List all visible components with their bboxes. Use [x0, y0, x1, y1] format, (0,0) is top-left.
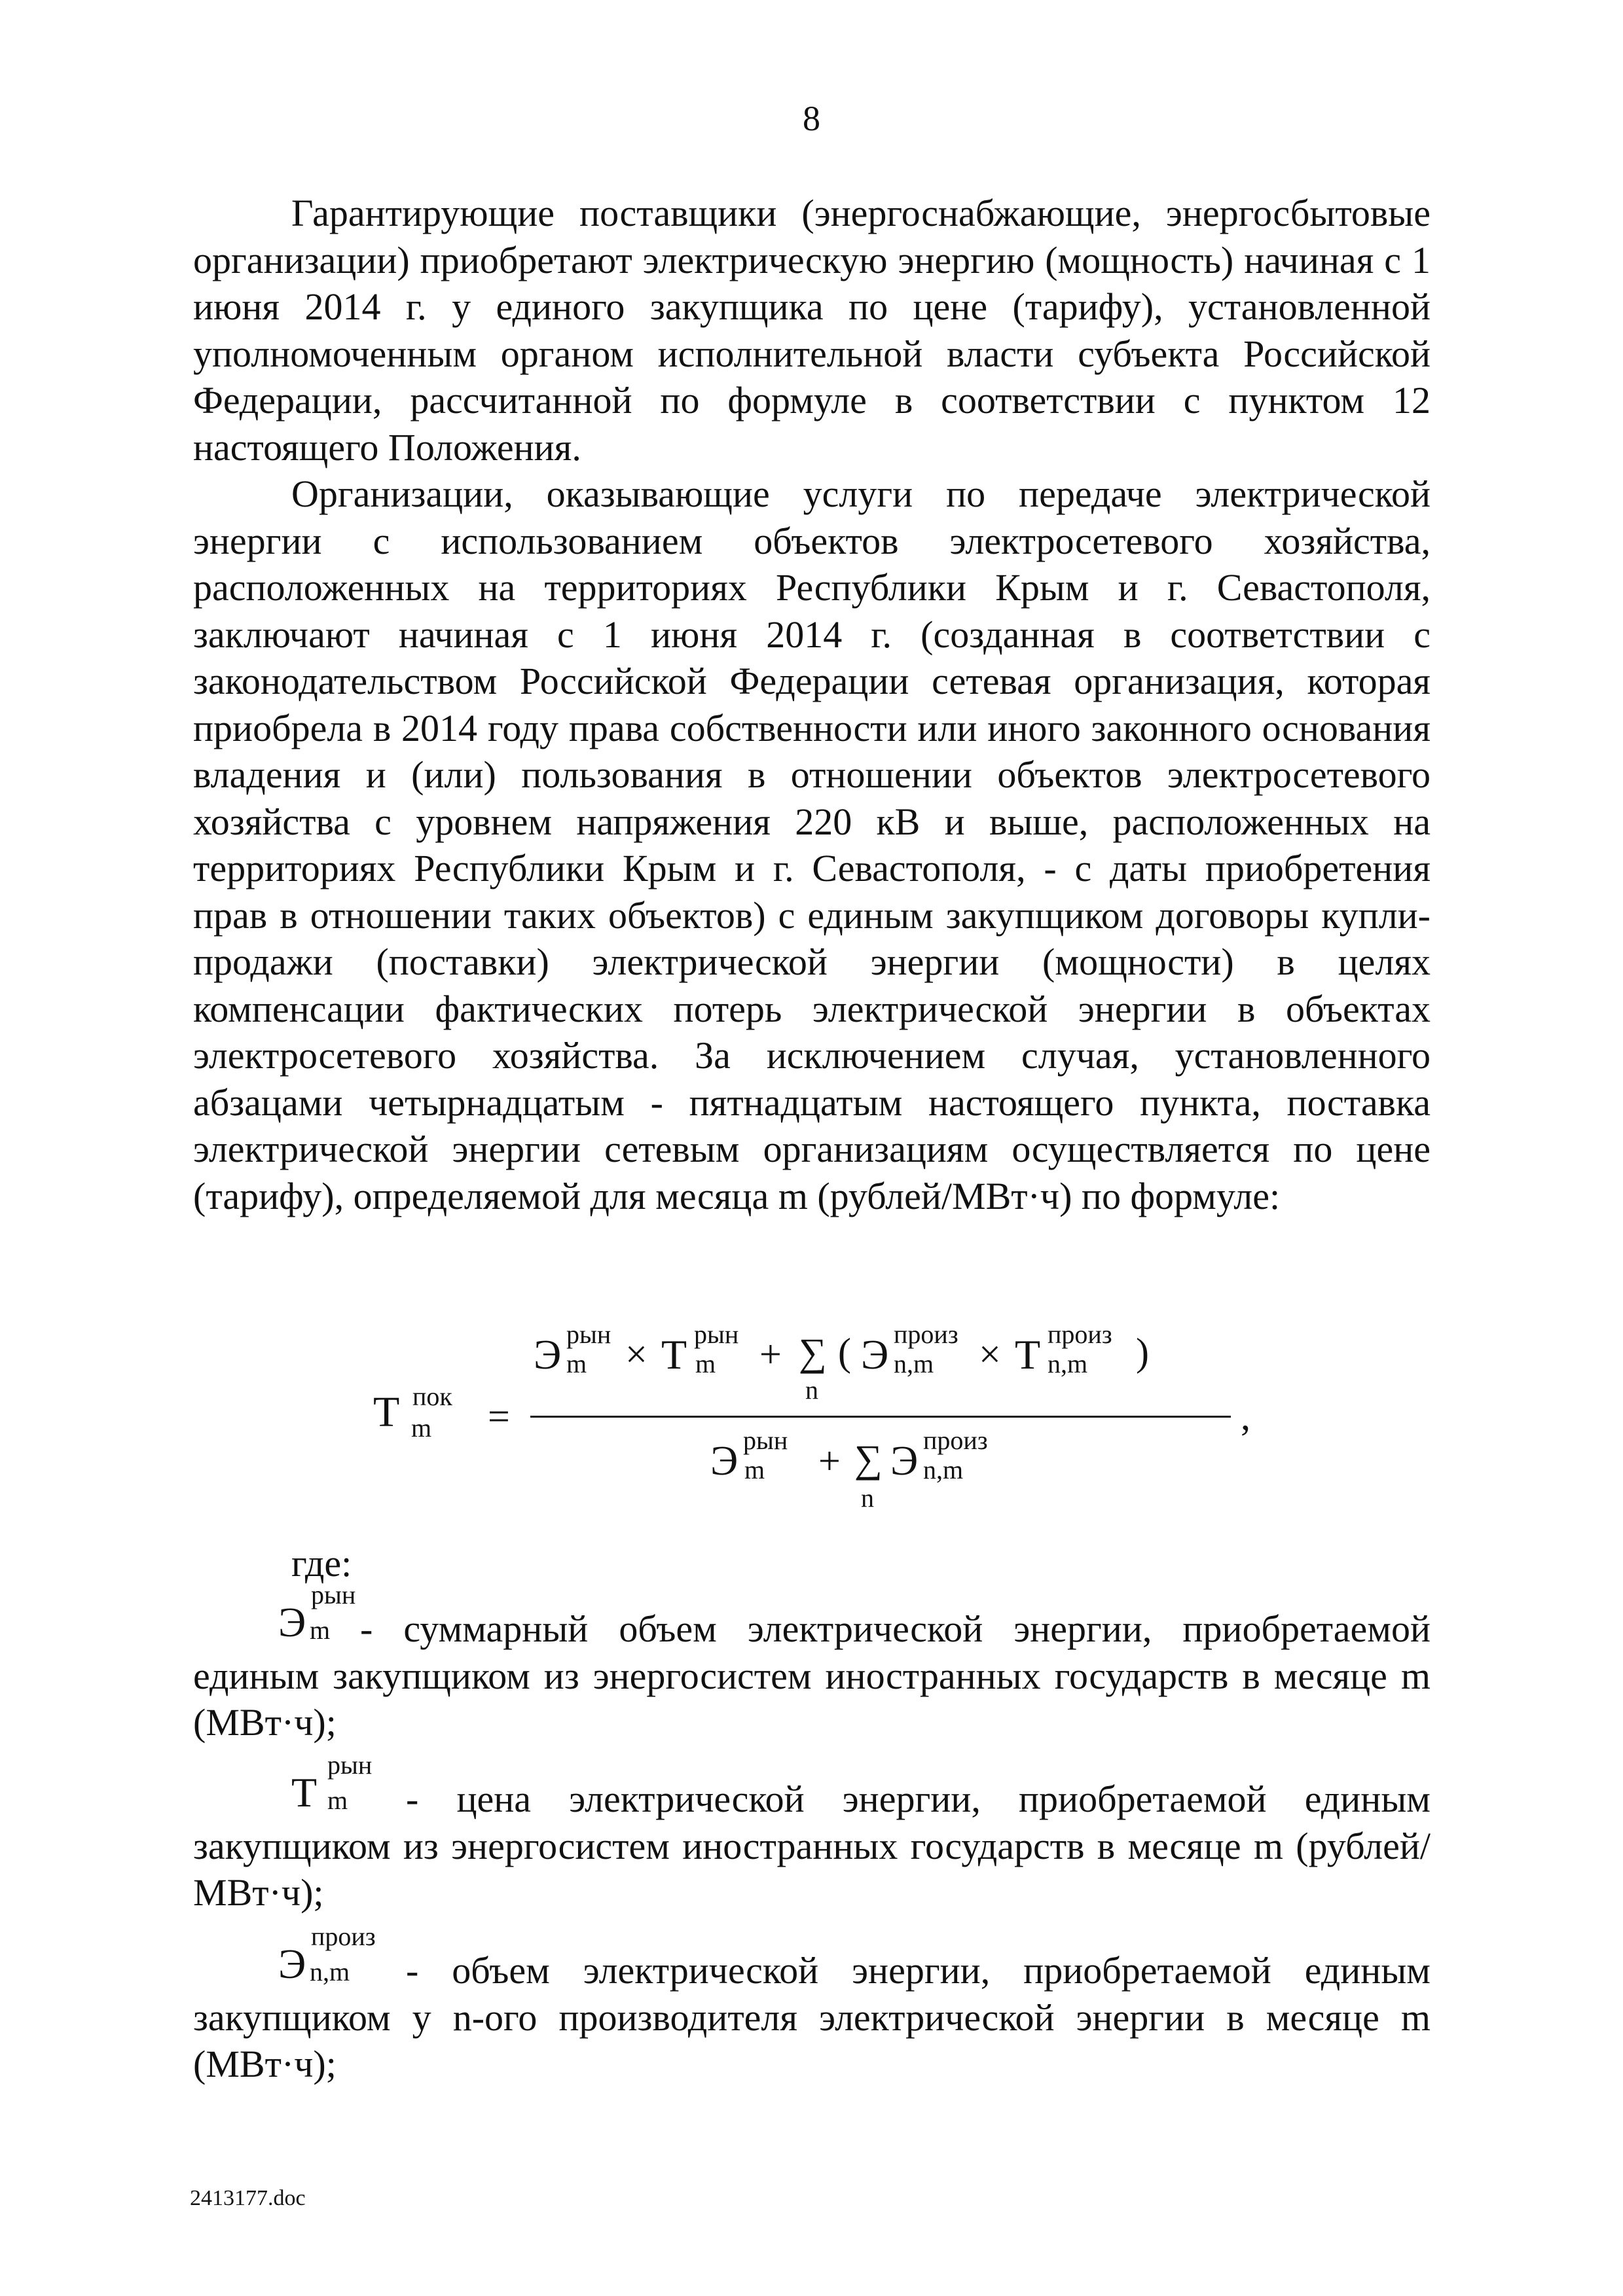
den-plus: +: [818, 1439, 841, 1482]
definition-text: - суммарный объем электрической энергии, приобретаемой единым закупщиком из энергосистем иностранных государств в месяце m (МВт·ч);: [193, 1607, 1431, 1744]
den-e2-sub: n,m: [923, 1455, 964, 1484]
num-t-sub: m: [695, 1349, 716, 1378]
definition-text: - объем электрической энергии, приобретаемой единым закупщиком у n-ого производителя электрической энергии в месяце m (МВт·ч);: [193, 1949, 1431, 2085]
page-number: 8: [803, 99, 820, 138]
den-sum: ∑: [854, 1437, 883, 1480]
num-lparen: (: [838, 1331, 851, 1374]
num-t-symbol: T: [661, 1331, 687, 1378]
num-e2-sub: n,m: [894, 1349, 934, 1378]
formula-equals: =: [488, 1395, 510, 1438]
price-formula: [367, 1316, 1283, 1538]
paragraph-grid-organizations: Организации, оказывающие услуги по передаче электрической энергии с использованием объектов электросетевого хозяйства, расположенных на территориях Республики Крым и г. Севастополя, заключают начиная с 1 июня 2014 г. (созданная в соответствии с законодательством Российской Федерации сетевая организация, которая приобрела в 2014 году права собственности или иного законного основания владения и (или) пользования в отношении объектов электросетевого хозяйства с уровнем напряжения 220 кВ и выше, расположенных на территориях Республики Крым и г. Севастополя, - с даты приобретения прав в отношении таких объектов) с единым закупщиком договоры купли-продажи (поставки) электрической энергии (мощности) в целях компенсации фактических потерь электрической энергии в объектах электросетевого хозяйства. За исключением случая, установленного абзацами четырнадцатым - пятнадцатым настоящего пункта, поставка электрической энергии сетевым организациям осуществляется по цене (тарифу), определяемой для месяца m (рублей/МВт·ч) по формуле:: [193, 473, 1431, 1217]
den-sum-index: n: [861, 1483, 874, 1513]
num-plus: +: [759, 1333, 782, 1376]
num-t2-sup: произ: [1048, 1319, 1112, 1349]
definition-e-proiz: [193, 1921, 1431, 2088]
document-id: 2413177.doc: [190, 2186, 306, 2210]
body-text: [193, 190, 1431, 1219]
num-t-sup: рын: [694, 1319, 739, 1349]
den-e2-symbol: Э: [890, 1437, 919, 1484]
definition-symbol: T рын m: [291, 1749, 373, 1816]
den-e-sub: m: [744, 1455, 765, 1484]
formula-lhs-sup: пок: [412, 1382, 452, 1411]
den-e-sup: рын: [743, 1426, 788, 1455]
num-t2-symbol: T: [1015, 1331, 1041, 1378]
num-e-sub: m: [566, 1349, 587, 1378]
num-sum-index: n: [805, 1375, 818, 1405]
where-label: где:: [291, 1542, 352, 1585]
definition-text: - цена электрической энергии, приобретаемой единым закупщиком из энергосистем иностранных государств в месяце m (рублей/МВт·ч);: [193, 1778, 1431, 1914]
num-e2-sup: произ: [894, 1319, 958, 1349]
num-rparen: ): [1136, 1331, 1149, 1374]
num-e-symbol: Э: [534, 1331, 562, 1378]
den-e-symbol: Э: [710, 1437, 739, 1484]
num-e-sup: рын: [566, 1319, 611, 1349]
num-times-2: ×: [979, 1333, 1001, 1376]
fraction-bar: [530, 1416, 1231, 1418]
definition-t-rin: [193, 1749, 1431, 1916]
den-e2-sup: произ: [923, 1426, 988, 1455]
formula-trailing-comma: ,: [1241, 1395, 1250, 1438]
paragraph-guaranteeing-suppliers: Гарантирующие поставщики (энергоснабжающие, энергосбытовые организации) приобретают электрическую энергию (мощность) начиная с 1 июня 2014 г. у единого закупщика по цене (тарифу), установленной уполномоченным органом исполнительной власти субъекта Российской Федерации, рассчитанной по формуле в соответствии с пунктом 12 настоящего Положения.: [193, 192, 1431, 469]
num-e2-symbol: Э: [861, 1331, 889, 1378]
formula-lhs-symbol: T: [373, 1388, 400, 1436]
definition-symbol: Э произ n,m: [278, 1921, 376, 1987]
num-times-1: ×: [625, 1333, 647, 1376]
num-t2-sub: n,m: [1048, 1349, 1088, 1378]
definition-symbol: Э рын m: [278, 1579, 356, 1645]
num-sum: ∑: [799, 1331, 827, 1374]
formula-lhs-sub: m: [411, 1413, 432, 1443]
definition-e-rin: [193, 1579, 1431, 1746]
